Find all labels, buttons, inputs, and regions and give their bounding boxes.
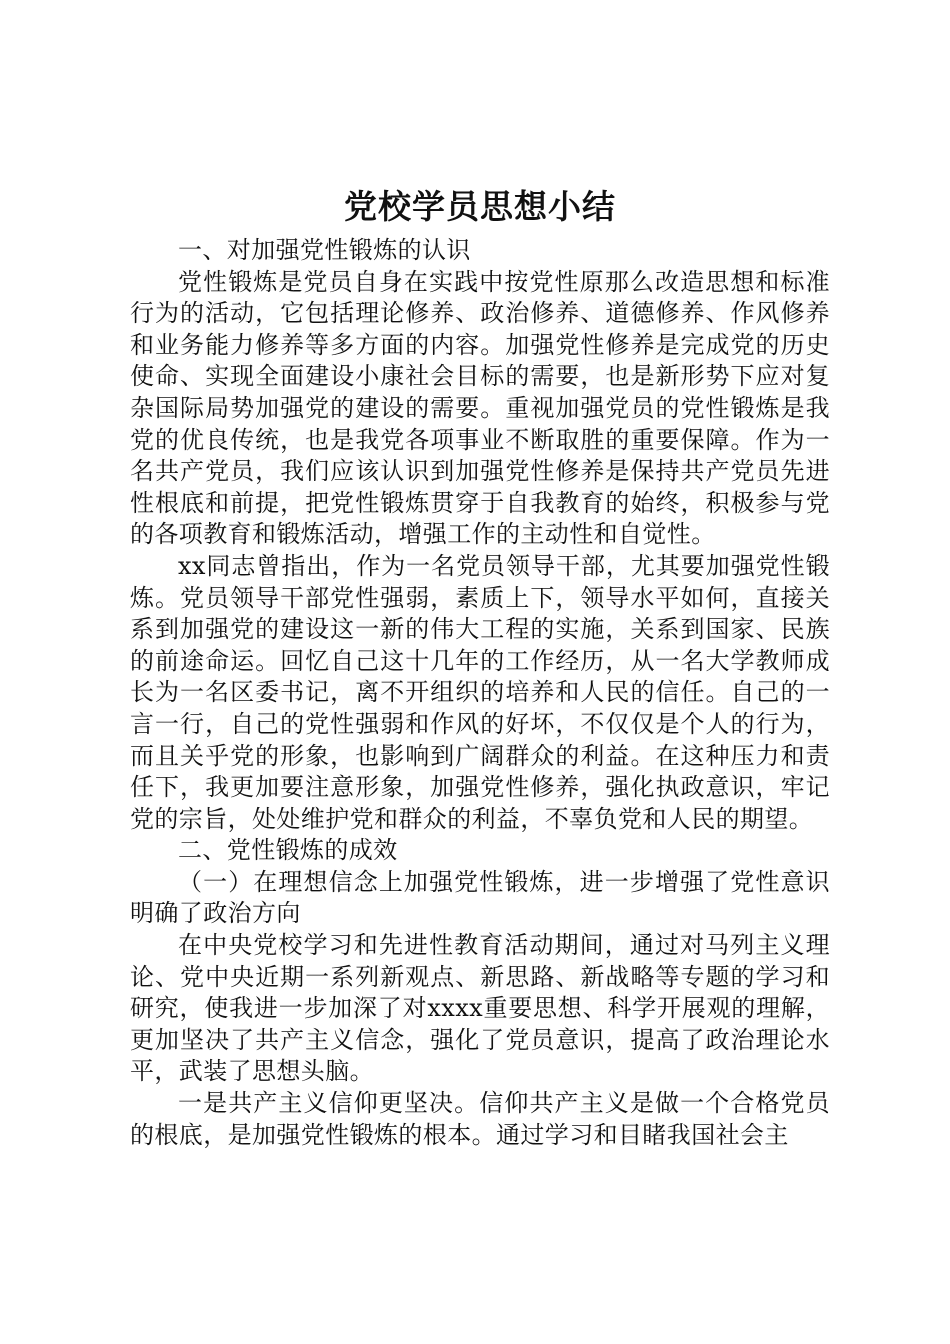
- document-title: 党校学员思想小结: [344, 187, 616, 226]
- paragraph-3: 在中央党校学习和先进性教育活动期间，通过对马列主义理论、党中央近期一系列新观点、新思路、新战略等专题的学习和研究，使我进一步加深了对xxxx重要思想、科学开展观的理解，更加坚决了共产主义信念，强化了党员意识，提高了政治理论水平，武装了思想头脑。: [130, 931, 830, 1086]
- section-heading-1: 一、对加强党性锻炼的认识: [178, 236, 471, 264]
- document-body: [130, 185, 830, 1151]
- paragraph-1: 党性锻炼是党员自身在实践中按党性原那么改造思想和标准行为的活动，它包括理论修养、政治修养、道德修养、作风修养和业务能力修养等多方面的内容。加强党性修养是完成党的历史使命、实现全面建设小康社会目标的需要，也是新形势下应对复杂国际局势加强党的建设的需要。重视加强党员的党性锻炼是我党的优良传统，也是我党各项事业不断取胜的重要保障。作为一名共产党员，我们应该认识到加强党性修养是保持共产党员先进性根底和前提，把党性锻炼贯穿于自我教育的始终，积极参与党的各项教育和锻炼活动，增强工作的主动性和自觉性。: [130, 267, 830, 549]
- subsection-heading-1: （一）在理想信念上加强党性锻炼，进一步增强了党性意识明确了政治方向: [130, 867, 830, 928]
- paragraph-4: 一是共产主义信仰更坚决。信仰共产主义是做一个合格党员的根底，是加强党性锻炼的根本。通过学习和目睹我国社会主: [130, 1089, 830, 1149]
- paragraph-2: xx同志曾指出，作为一名党员领导干部，尤其要加强党性锻炼。党员领导干部党性强弱，素质上下，领导水平如何，直接关系到加强党的建设这一新的伟大工程的实施，关系到国家、民族的前途命运。回忆自己这十几年的工作经历，从一名大学教师成长为一名区委书记，离不开组织的培养和人民的信任。自己的一言一行，自己的党性强弱和作风的好坏，不仅仅是个人的行为，而且关乎党的形象，也影响到广阔群众的利益。在这种压力和责任下，我更加要注意形象，加强党性修养，强化执政意识，牢记党的宗旨，处处维护党和群众的利益，不辜负党和人民的期望。: [130, 551, 830, 833]
- section-heading-2: 二、党性锻炼的成效: [178, 836, 398, 865]
